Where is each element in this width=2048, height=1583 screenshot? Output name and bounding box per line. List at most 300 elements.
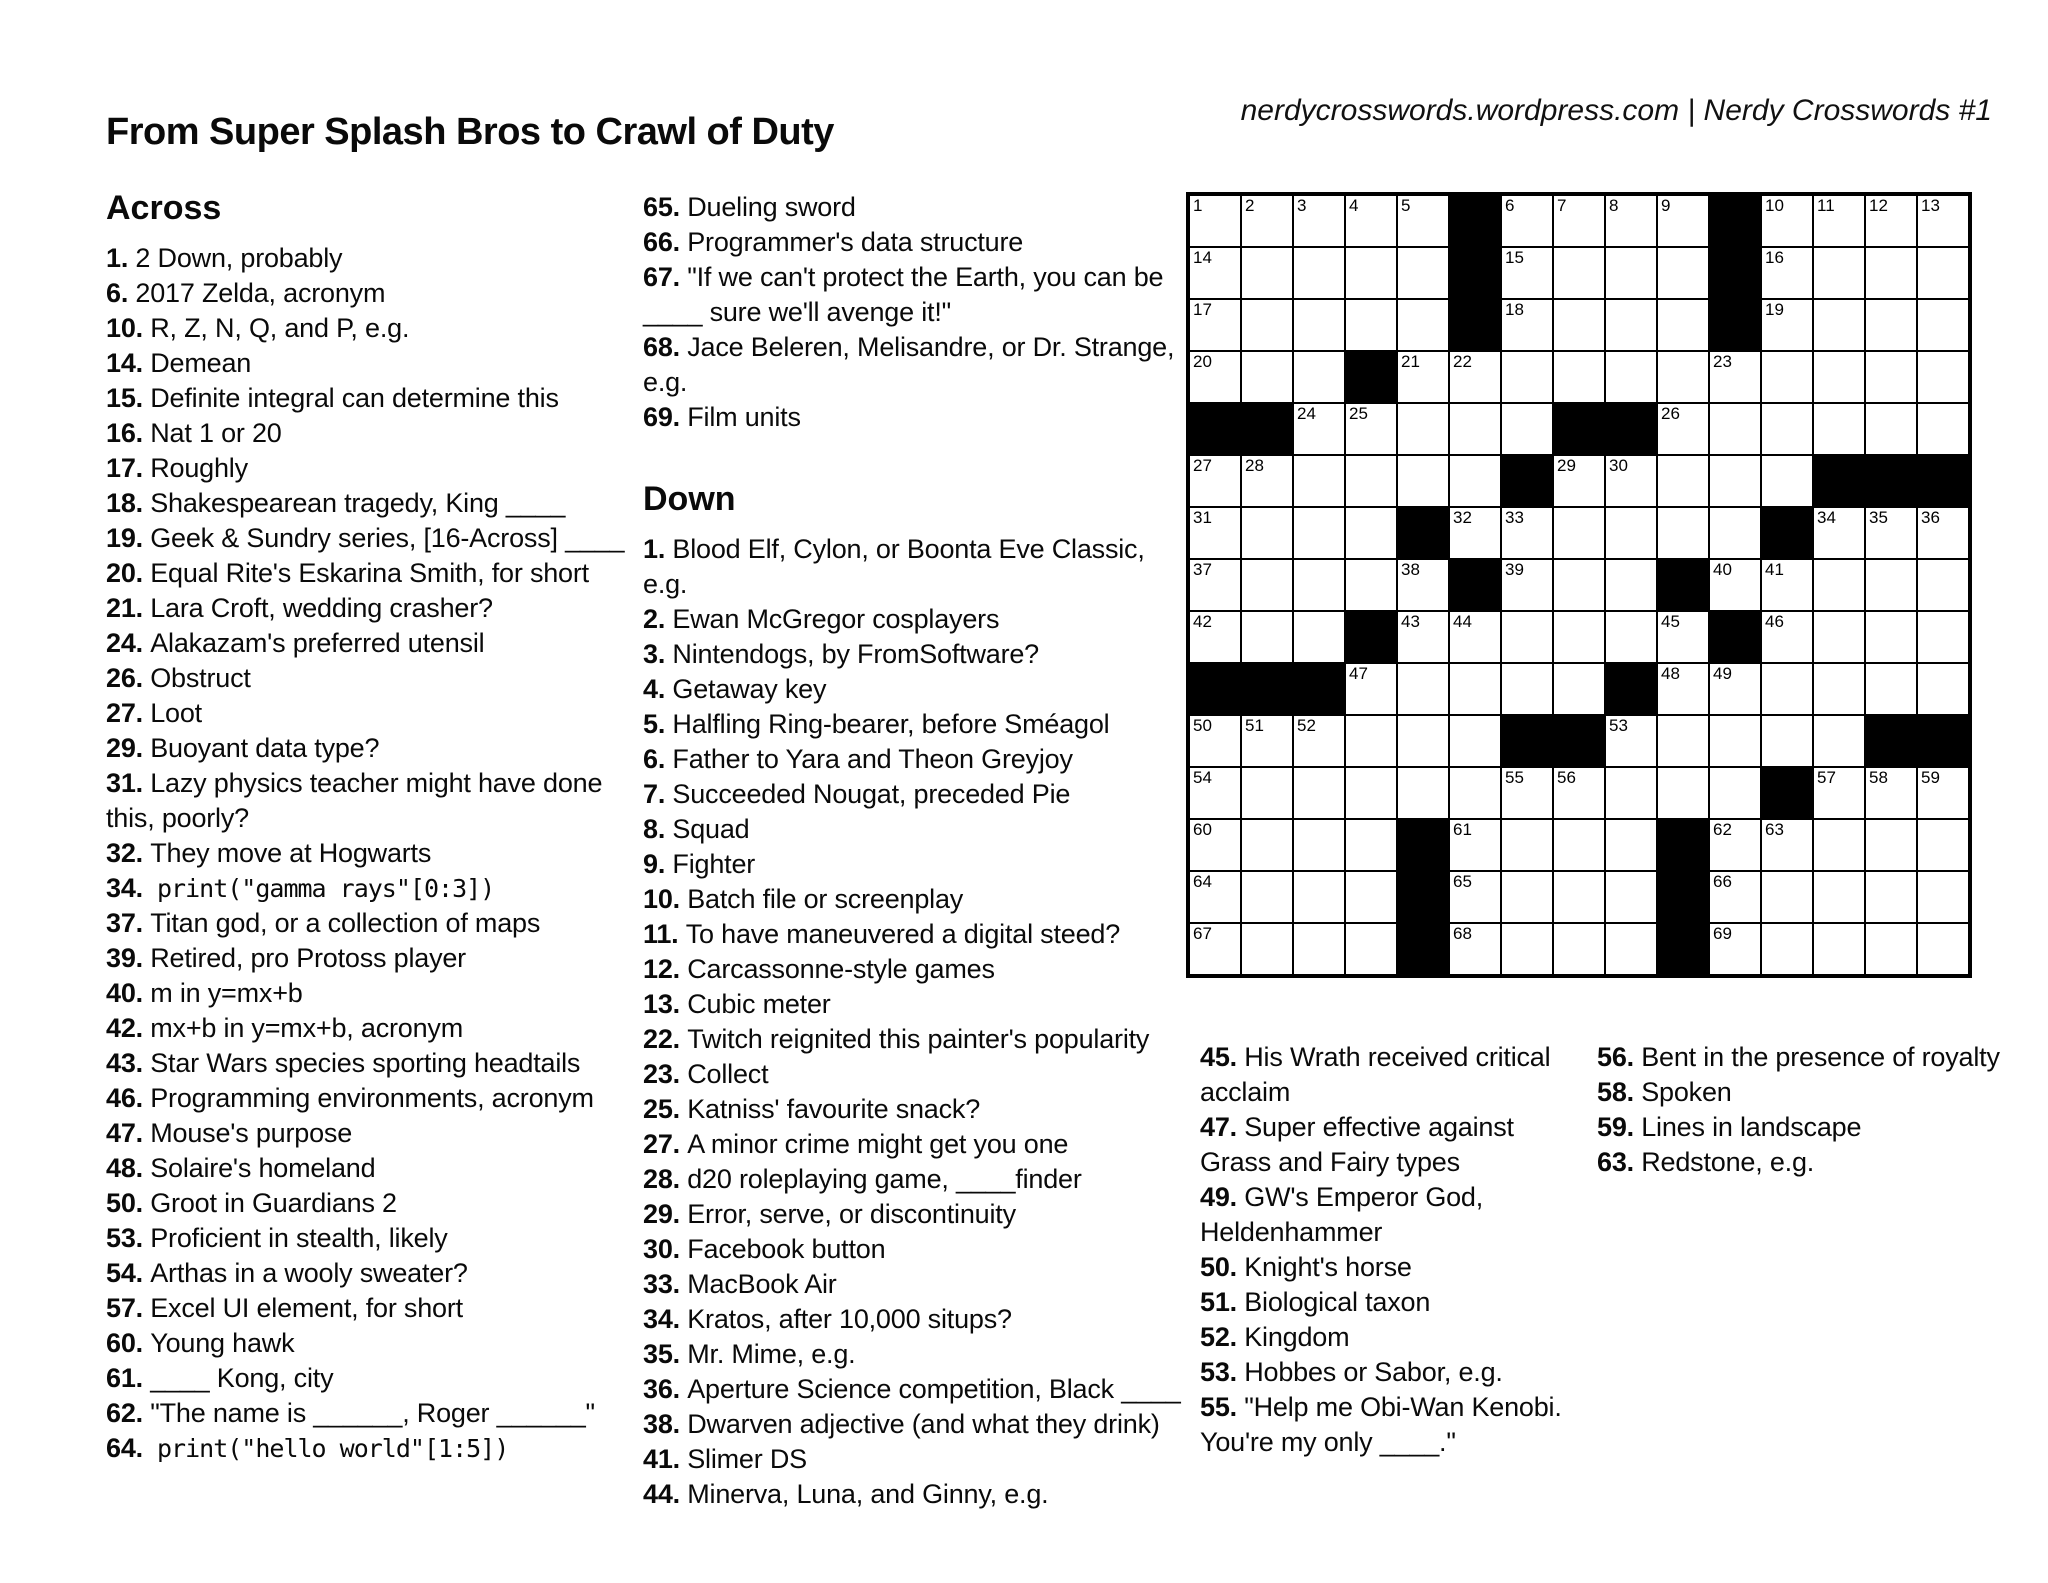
- grid-cell-8-11[interactable]: [1709, 559, 1761, 611]
- clue-27: 27. A minor crime might get you one: [643, 1129, 1069, 1160]
- clue-64: 64. print("hello world"[1:5]): [106, 1433, 509, 1464]
- cell-number: 5: [1401, 196, 1411, 215]
- grid-cell-7-7[interactable]: [1501, 507, 1553, 559]
- block-cell-10-9: [1605, 663, 1657, 715]
- clue-12: 12. Carcassonne-style games: [643, 954, 995, 985]
- grid-cell-1-8[interactable]: [1553, 195, 1605, 247]
- grid-cell-9-10[interactable]: [1657, 611, 1709, 663]
- grid-cell-12-2[interactable]: [1241, 767, 1293, 819]
- grid-cell-10-15[interactable]: [1917, 663, 1969, 715]
- grid-cell-9-3[interactable]: [1293, 611, 1345, 663]
- cell-number: 27: [1193, 456, 1212, 475]
- clue-39: 39. Retired, pro Protoss player: [106, 943, 466, 974]
- grid-cell-2-9[interactable]: [1605, 247, 1657, 299]
- grid-cell-10-8[interactable]: [1553, 663, 1605, 715]
- cell-number: 61: [1453, 820, 1472, 839]
- grid-cell-1-5[interactable]: [1397, 195, 1449, 247]
- clue-43: 43. Star Wars species sporting headtails: [106, 1048, 581, 1079]
- grid-cell-12-1[interactable]: [1189, 767, 1241, 819]
- cell-number: 26: [1661, 404, 1680, 423]
- grid-cell-8-7[interactable]: [1501, 559, 1553, 611]
- grid-cell-9-7[interactable]: [1501, 611, 1553, 663]
- grid-cell-14-3[interactable]: [1293, 871, 1345, 923]
- grid-cell-12-8[interactable]: [1553, 767, 1605, 819]
- grid-cell-11-6[interactable]: [1449, 715, 1501, 767]
- grid-cell-12-7[interactable]: [1501, 767, 1553, 819]
- clue-24: 24. Alakazam's preferred utensil: [106, 628, 485, 659]
- cell-number: 57: [1817, 768, 1836, 787]
- across-header: Across: [106, 189, 222, 227]
- block-cell-5-1: [1189, 403, 1241, 455]
- grid-cell-11-4[interactable]: [1345, 715, 1397, 767]
- clue-62: 62. "The name is ______, Roger ______": [106, 1398, 595, 1429]
- grid-cell-6-6[interactable]: [1449, 455, 1501, 507]
- grid-cell-2-14[interactable]: [1865, 247, 1917, 299]
- cell-number: 17: [1193, 300, 1212, 319]
- grid-cell-6-9[interactable]: [1605, 455, 1657, 507]
- grid-cell-3-5[interactable]: [1397, 299, 1449, 351]
- down-clues-list-end: [1597, 1040, 2037, 1180]
- cell-number: 22: [1453, 352, 1472, 371]
- cell-number: 55: [1505, 768, 1524, 787]
- grid-cell-11-12[interactable]: [1761, 715, 1813, 767]
- block-cell-11-14: [1865, 715, 1917, 767]
- grid-cell-13-14[interactable]: [1865, 819, 1917, 871]
- grid-cell-7-1[interactable]: [1189, 507, 1241, 559]
- grid-cell-10-7[interactable]: [1501, 663, 1553, 715]
- clue-33: 33. MacBook Air: [643, 1269, 837, 1300]
- grid-cell-11-13[interactable]: [1813, 715, 1865, 767]
- grid-cell-13-3[interactable]: [1293, 819, 1345, 871]
- grid-cell-12-3[interactable]: [1293, 767, 1345, 819]
- grid-cell-4-14[interactable]: [1865, 351, 1917, 403]
- grid-cell-2-2[interactable]: [1241, 247, 1293, 299]
- grid-cell-4-9[interactable]: [1605, 351, 1657, 403]
- grid-cell-14-12[interactable]: [1761, 871, 1813, 923]
- clues-column-1: [106, 190, 628, 1466]
- grid-cell-13-13[interactable]: [1813, 819, 1865, 871]
- grid-cell-13-12[interactable]: [1761, 819, 1813, 871]
- grid-cell-2-13[interactable]: [1813, 247, 1865, 299]
- clue-8: 8. Squad: [643, 814, 750, 845]
- grid-cell-14-11[interactable]: [1709, 871, 1761, 923]
- cell-number: 32: [1453, 508, 1472, 527]
- grid-cell-4-1[interactable]: [1189, 351, 1241, 403]
- grid-cell-5-14[interactable]: [1865, 403, 1917, 455]
- block-cell-10-1: [1189, 663, 1241, 715]
- grid-cell-5-5[interactable]: [1397, 403, 1449, 455]
- cell-number: 67: [1193, 924, 1212, 943]
- grid-cell-6-4[interactable]: [1345, 455, 1397, 507]
- grid-cell-4-2[interactable]: [1241, 351, 1293, 403]
- clue-60: 60. Young hawk: [106, 1328, 295, 1359]
- grid-cell-10-14[interactable]: [1865, 663, 1917, 715]
- grid-cell-3-2[interactable]: [1241, 299, 1293, 351]
- grid-cell-3-7[interactable]: [1501, 299, 1553, 351]
- grid-cell-9-5[interactable]: [1397, 611, 1449, 663]
- grid-cell-14-8[interactable]: [1553, 871, 1605, 923]
- block-cell-11-7: [1501, 715, 1553, 767]
- grid-cell-3-13[interactable]: [1813, 299, 1865, 351]
- clue-27: 27. Loot: [106, 698, 202, 729]
- cell-number: 3: [1297, 196, 1307, 215]
- grid-cell-12-5[interactable]: [1397, 767, 1449, 819]
- cell-number: 25: [1349, 404, 1368, 423]
- grid-cell-8-2[interactable]: [1241, 559, 1293, 611]
- block-cell-7-12: [1761, 507, 1813, 559]
- grid-cell-8-1[interactable]: [1189, 559, 1241, 611]
- grid-cell-15-4[interactable]: [1345, 923, 1397, 975]
- grid-cell-13-7[interactable]: [1501, 819, 1553, 871]
- clue-6: 6. 2017 Zelda, acronym: [106, 278, 386, 309]
- clues-column-2: [643, 190, 1183, 1512]
- grid-cell-2-4[interactable]: [1345, 247, 1397, 299]
- grid-cell-5-3[interactable]: [1293, 403, 1345, 455]
- grid-cell-13-9[interactable]: [1605, 819, 1657, 871]
- grid-cell-7-15[interactable]: [1917, 507, 1969, 559]
- grid-cell-5-12[interactable]: [1761, 403, 1813, 455]
- block-cell-3-6: [1449, 299, 1501, 351]
- grid-cell-1-14[interactable]: [1865, 195, 1917, 247]
- grid-cell-7-10[interactable]: [1657, 507, 1709, 559]
- grid-cell-3-8[interactable]: [1553, 299, 1605, 351]
- clue-53: 53. Proficient in stealth, likely: [106, 1223, 448, 1254]
- grid-cell-2-5[interactable]: [1397, 247, 1449, 299]
- crossword-grid: [1186, 192, 1972, 978]
- grid-cell-4-13[interactable]: [1813, 351, 1865, 403]
- grid-cell-10-4[interactable]: [1345, 663, 1397, 715]
- grid-cell-4-6[interactable]: [1449, 351, 1501, 403]
- clue-63: 63. Redstone, e.g.: [1597, 1147, 1815, 1177]
- grid-cell-1-13[interactable]: [1813, 195, 1865, 247]
- grid-cell-5-11[interactable]: [1709, 403, 1761, 455]
- grid-cell-5-7[interactable]: [1501, 403, 1553, 455]
- cell-number: 66: [1713, 872, 1732, 891]
- grid-cell-9-14[interactable]: [1865, 611, 1917, 663]
- grid-cell-13-6[interactable]: [1449, 819, 1501, 871]
- cell-number: 45: [1661, 612, 1680, 631]
- grid-cell-5-6[interactable]: [1449, 403, 1501, 455]
- clue-25: 25. Katniss' favourite snack?: [643, 1094, 981, 1125]
- grid-cell-4-12[interactable]: [1761, 351, 1813, 403]
- grid-cell-10-11[interactable]: [1709, 663, 1761, 715]
- grid-cell-1-15[interactable]: [1917, 195, 1969, 247]
- grid-cell-9-9[interactable]: [1605, 611, 1657, 663]
- grid-cell-3-4[interactable]: [1345, 299, 1397, 351]
- grid-cell-14-7[interactable]: [1501, 871, 1553, 923]
- cell-number: 59: [1921, 768, 1940, 787]
- clue-45: 45. His Wrath received critical acclaim: [1200, 1042, 1551, 1107]
- grid-cell-5-4[interactable]: [1345, 403, 1397, 455]
- grid-cell-7-11[interactable]: [1709, 507, 1761, 559]
- clue-21: 21. Lara Croft, wedding crasher?: [106, 593, 493, 624]
- grid-cell-11-2[interactable]: [1241, 715, 1293, 767]
- grid-cell-13-2[interactable]: [1241, 819, 1293, 871]
- clue-3: 3. Nintendogs, by FromSoftware?: [643, 639, 1039, 670]
- clue-14: 14. Demean: [106, 348, 252, 379]
- grid-cell-13-8[interactable]: [1553, 819, 1605, 871]
- grid-cell-15-7[interactable]: [1501, 923, 1553, 975]
- grid-cell-3-15[interactable]: [1917, 299, 1969, 351]
- cell-number: 31: [1193, 508, 1212, 527]
- grid-cell-10-13[interactable]: [1813, 663, 1865, 715]
- cell-number: 37: [1193, 560, 1212, 579]
- grid-cell-2-3[interactable]: [1293, 247, 1345, 299]
- cell-number: 44: [1453, 612, 1472, 631]
- grid-cell-10-12[interactable]: [1761, 663, 1813, 715]
- grid-cell-3-12[interactable]: [1761, 299, 1813, 351]
- grid-cell-2-1[interactable]: [1189, 247, 1241, 299]
- grid-cell-14-6[interactable]: [1449, 871, 1501, 923]
- clue-15: 15. Definite integral can determine this: [106, 383, 559, 414]
- block-cell-14-10: [1657, 871, 1709, 923]
- block-cell-13-10: [1657, 819, 1709, 871]
- grid-cell-1-3[interactable]: [1293, 195, 1345, 247]
- block-cell-1-6: [1449, 195, 1501, 247]
- grid-cell-3-1[interactable]: [1189, 299, 1241, 351]
- grid-cell-3-3[interactable]: [1293, 299, 1345, 351]
- grid-cell-2-7[interactable]: [1501, 247, 1553, 299]
- grid-cell-12-10[interactable]: [1657, 767, 1709, 819]
- grid-cell-2-10[interactable]: [1657, 247, 1709, 299]
- clue-42: 42. mx+b in y=mx+b, acronym: [106, 1013, 464, 1044]
- grid-cell-15-13[interactable]: [1813, 923, 1865, 975]
- grid-cell-9-6[interactable]: [1449, 611, 1501, 663]
- clue-13: 13. Cubic meter: [643, 989, 831, 1020]
- source-credit: nerdycrosswords.wordpress.com | Nerdy Crosswords #1: [1240, 94, 1992, 127]
- grid-cell-3-14[interactable]: [1865, 299, 1917, 351]
- grid-cell-15-12[interactable]: [1761, 923, 1813, 975]
- grid-cell-9-12[interactable]: [1761, 611, 1813, 663]
- grid-cell-14-4[interactable]: [1345, 871, 1397, 923]
- grid-cell-6-5[interactable]: [1397, 455, 1449, 507]
- grid-cell-7-14[interactable]: [1865, 507, 1917, 559]
- grid-cell-11-1[interactable]: [1189, 715, 1241, 767]
- grid-cell-4-10[interactable]: [1657, 351, 1709, 403]
- grid-cell-8-9[interactable]: [1605, 559, 1657, 611]
- clue-37: 37. Titan god, or a collection of maps: [106, 908, 541, 939]
- grid-cell-7-9[interactable]: [1605, 507, 1657, 559]
- clue-55: 55. "Help me Obi-Wan Kenobi. You're my only ____.": [1200, 1392, 1562, 1457]
- clue-46: 46. Programming environments, acronym: [106, 1083, 594, 1114]
- grid-cell-1-4[interactable]: [1345, 195, 1397, 247]
- grid-cell-11-11[interactable]: [1709, 715, 1761, 767]
- grid-cell-4-5[interactable]: [1397, 351, 1449, 403]
- grid-cell-9-13[interactable]: [1813, 611, 1865, 663]
- grid-cell-12-4[interactable]: [1345, 767, 1397, 819]
- grid-cell-10-5[interactable]: [1397, 663, 1449, 715]
- grid-cell-8-14[interactable]: [1865, 559, 1917, 611]
- grid-cell-7-13[interactable]: [1813, 507, 1865, 559]
- grid-cell-6-8[interactable]: [1553, 455, 1605, 507]
- grid-cell-6-3[interactable]: [1293, 455, 1345, 507]
- clue-1: 1. Blood Elf, Cylon, or Boonta Eve Classic, e.g.: [643, 534, 1145, 600]
- page-title: From Super Splash Bros to Crawl of Duty: [106, 111, 834, 154]
- grid-cell-4-7[interactable]: [1501, 351, 1553, 403]
- grid-cell-7-8[interactable]: [1553, 507, 1605, 559]
- grid-cell-5-10[interactable]: [1657, 403, 1709, 455]
- grid-cell-1-1[interactable]: [1189, 195, 1241, 247]
- block-cell-5-9: [1605, 403, 1657, 455]
- grid-cell-10-10[interactable]: [1657, 663, 1709, 715]
- cell-number: 41: [1765, 560, 1784, 579]
- down-clues-list: [643, 532, 1183, 1512]
- clue-2: 2. Ewan McGregor cosplayers: [643, 604, 1000, 635]
- grid-cell-9-1[interactable]: [1189, 611, 1241, 663]
- block-cell-8-6: [1449, 559, 1501, 611]
- clue-59: 59. Lines in landscape: [1597, 1112, 1862, 1142]
- grid-cell-8-5[interactable]: [1397, 559, 1449, 611]
- grid-cell-14-13[interactable]: [1813, 871, 1865, 923]
- grid-cell-1-9[interactable]: [1605, 195, 1657, 247]
- cell-number: 42: [1193, 612, 1212, 631]
- grid-cell-15-11[interactable]: [1709, 923, 1761, 975]
- grid-cell-13-11[interactable]: [1709, 819, 1761, 871]
- clue-10: 10. Batch file or screenplay: [643, 884, 964, 915]
- cell-number: 12: [1869, 196, 1888, 215]
- grid-cell-15-14[interactable]: [1865, 923, 1917, 975]
- cell-number: 14: [1193, 248, 1212, 267]
- grid-cell-12-11[interactable]: [1709, 767, 1761, 819]
- grid-cell-14-14[interactable]: [1865, 871, 1917, 923]
- cell-number: 33: [1505, 508, 1524, 527]
- grid-cell-1-2[interactable]: [1241, 195, 1293, 247]
- down-header: Down: [643, 480, 736, 518]
- grid-cell-10-6[interactable]: [1449, 663, 1501, 715]
- grid-cell-7-6[interactable]: [1449, 507, 1501, 559]
- grid-cell-14-2[interactable]: [1241, 871, 1293, 923]
- grid-cell-13-15[interactable]: [1917, 819, 1969, 871]
- grid-cell-3-10[interactable]: [1657, 299, 1709, 351]
- grid-cell-15-2[interactable]: [1241, 923, 1293, 975]
- clue-4: 4. Getaway key: [643, 674, 827, 705]
- grid-cell-6-12[interactable]: [1761, 455, 1813, 507]
- grid-cell-4-11[interactable]: [1709, 351, 1761, 403]
- block-cell-14-5: [1397, 871, 1449, 923]
- grid-cell-1-12[interactable]: [1761, 195, 1813, 247]
- grid-cell-2-15[interactable]: [1917, 247, 1969, 299]
- cell-number: 50: [1193, 716, 1212, 735]
- cell-number: 19: [1765, 300, 1784, 319]
- grid-cell-6-1[interactable]: [1189, 455, 1241, 507]
- block-cell-10-3: [1293, 663, 1345, 715]
- grid-cell-11-9[interactable]: [1605, 715, 1657, 767]
- clue-9: 9. Fighter: [643, 849, 756, 880]
- grid-cell-7-4[interactable]: [1345, 507, 1397, 559]
- grid-cell-1-7[interactable]: [1501, 195, 1553, 247]
- clue-6: 6. Father to Yara and Theon Greyjoy: [643, 744, 1073, 775]
- clue-44: 44. Minerva, Luna, and Ginny, e.g.: [643, 1479, 1049, 1510]
- grid-cell-15-9[interactable]: [1605, 923, 1657, 975]
- grid-cell-15-1[interactable]: [1189, 923, 1241, 975]
- grid-cell-8-3[interactable]: [1293, 559, 1345, 611]
- cell-number: 29: [1557, 456, 1576, 475]
- grid-cell-15-6[interactable]: [1449, 923, 1501, 975]
- block-cell-10-2: [1241, 663, 1293, 715]
- grid-cell-12-14[interactable]: [1865, 767, 1917, 819]
- grid-cell-12-13[interactable]: [1813, 767, 1865, 819]
- grid-cell-5-15[interactable]: [1917, 403, 1969, 455]
- grid-cell-4-3[interactable]: [1293, 351, 1345, 403]
- cell-number: 48: [1661, 664, 1680, 683]
- clue-26: 26. Obstruct: [106, 663, 251, 694]
- grid-cell-6-11[interactable]: [1709, 455, 1761, 507]
- cell-number: 8: [1609, 196, 1619, 215]
- cell-number: 47: [1349, 664, 1368, 683]
- grid-cell-14-15[interactable]: [1917, 871, 1969, 923]
- grid-cell-15-8[interactable]: [1553, 923, 1605, 975]
- clue-34: 34. Kratos, after 10,000 situps?: [643, 1304, 1012, 1335]
- grid-cell-3-9[interactable]: [1605, 299, 1657, 351]
- grid-cell-11-3[interactable]: [1293, 715, 1345, 767]
- grid-cell-4-8[interactable]: [1553, 351, 1605, 403]
- cell-number: 40: [1713, 560, 1732, 579]
- grid-cell-12-15[interactable]: [1917, 767, 1969, 819]
- grid-cell-14-9[interactable]: [1605, 871, 1657, 923]
- grid-cell-8-15[interactable]: [1917, 559, 1969, 611]
- grid-cell-2-12[interactable]: [1761, 247, 1813, 299]
- grid-cell-8-4[interactable]: [1345, 559, 1397, 611]
- grid-cell-15-3[interactable]: [1293, 923, 1345, 975]
- clue-38: 38. Dwarven adjective (and what they drink): [643, 1409, 1160, 1440]
- cell-number: 13: [1921, 196, 1940, 215]
- grid-cell-8-13[interactable]: [1813, 559, 1865, 611]
- grid-cell-6-2[interactable]: [1241, 455, 1293, 507]
- cell-number: 60: [1193, 820, 1212, 839]
- grid-cell-13-1[interactable]: [1189, 819, 1241, 871]
- block-cell-2-11: [1709, 247, 1761, 299]
- cell-number: 20: [1193, 352, 1212, 371]
- cell-number: 10: [1765, 196, 1784, 215]
- clues-column-3: [1200, 1040, 1580, 1460]
- cell-number: 30: [1609, 456, 1628, 475]
- cell-number: 63: [1765, 820, 1784, 839]
- cell-number: 38: [1401, 560, 1420, 579]
- block-cell-6-15: [1917, 455, 1969, 507]
- grid-cell-8-8[interactable]: [1553, 559, 1605, 611]
- grid-cell-15-15[interactable]: [1917, 923, 1969, 975]
- grid-cell-9-8[interactable]: [1553, 611, 1605, 663]
- grid-cell-5-13[interactable]: [1813, 403, 1865, 455]
- grid-cell-4-15[interactable]: [1917, 351, 1969, 403]
- clue-68: 68. Jace Beleren, Melisandre, or Dr. Strange, e.g.: [643, 332, 1175, 397]
- grid-cell-11-5[interactable]: [1397, 715, 1449, 767]
- grid-cell-12-6[interactable]: [1449, 767, 1501, 819]
- cell-number: 35: [1869, 508, 1888, 527]
- clue-1: 1. 2 Down, probably: [106, 243, 343, 274]
- grid-cell-7-3[interactable]: [1293, 507, 1345, 559]
- grid-cell-11-10[interactable]: [1657, 715, 1709, 767]
- grid-cell-14-1[interactable]: [1189, 871, 1241, 923]
- clue-54: 54. Arthas in a wooly sweater?: [106, 1258, 468, 1289]
- block-cell-5-8: [1553, 403, 1605, 455]
- grid-cell-2-8[interactable]: [1553, 247, 1605, 299]
- grid-cell-12-9[interactable]: [1605, 767, 1657, 819]
- cell-number: 16: [1765, 248, 1784, 267]
- grid-cell-9-15[interactable]: [1917, 611, 1969, 663]
- grid-cell-7-2[interactable]: [1241, 507, 1293, 559]
- grid-cell-13-4[interactable]: [1345, 819, 1397, 871]
- cell-number: 65: [1453, 872, 1472, 891]
- cell-number: 28: [1245, 456, 1264, 475]
- cell-number: 15: [1505, 248, 1524, 267]
- block-cell-3-11: [1709, 299, 1761, 351]
- grid-cell-8-12[interactable]: [1761, 559, 1813, 611]
- clue-28: 28. d20 roleplaying game, ____finder: [643, 1164, 1082, 1195]
- grid-cell-1-10[interactable]: [1657, 195, 1709, 247]
- grid-cell-6-10[interactable]: [1657, 455, 1709, 507]
- grid-cell-9-2[interactable]: [1241, 611, 1293, 663]
